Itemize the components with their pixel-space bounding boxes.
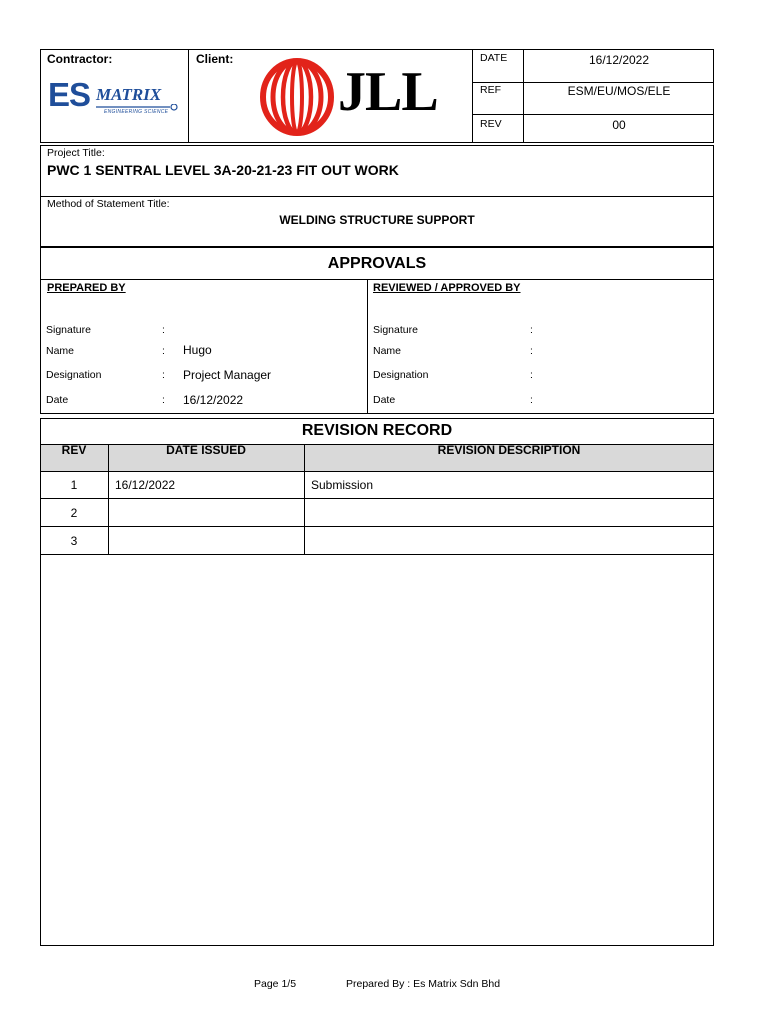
meta-row-divider-1 bbox=[472, 82, 714, 83]
meta-ref-label: REF bbox=[480, 84, 501, 96]
prepared-name-value: Hugo bbox=[183, 343, 212, 357]
header-divider-2 bbox=[472, 49, 473, 143]
prepared-signature-sep: : bbox=[162, 324, 165, 336]
footer-prepared-by: Prepared By : Es Matrix Sdn Bhd bbox=[346, 978, 501, 990]
revision-col-divider-1 bbox=[108, 444, 109, 554]
reviewed-signature-sep: : bbox=[530, 324, 533, 336]
meta-rev-value: 00 bbox=[612, 118, 626, 132]
prepared-date-value: 16/12/2022 bbox=[183, 393, 244, 407]
revision-col-divider-2 bbox=[304, 444, 305, 554]
prepared-designation-value: Project Manager bbox=[183, 368, 272, 382]
revision-row-3-line bbox=[40, 554, 714, 555]
reviewed-designation-label: Designation bbox=[373, 369, 429, 381]
footer-page-number: Page 1/5 bbox=[254, 978, 297, 990]
prepared-designation-sep: : bbox=[162, 369, 165, 381]
reviewed-signature-label: Signature bbox=[373, 324, 418, 336]
revision-header-bottom-line bbox=[40, 471, 714, 472]
prepared-date-sep: : bbox=[162, 394, 165, 406]
revision-row-1-line bbox=[40, 498, 714, 499]
prepared-name-sep: : bbox=[162, 345, 165, 357]
project-title: PWC 1 SENTRAL LEVEL 3A-20-21-23 FIT OUT WORK bbox=[47, 162, 399, 178]
prepared-signature-label: Signature bbox=[46, 324, 91, 336]
revision-row-3-rev: 3 bbox=[70, 534, 78, 548]
method-statement-label: Method of Statement Title: bbox=[47, 198, 170, 210]
method-statement-title: WELDING STRUCTURE SUPPORT bbox=[279, 213, 475, 227]
contractor-logo-matrix: MATRIX bbox=[96, 85, 162, 104]
prepared-name-label: Name bbox=[46, 345, 75, 357]
prepared-designation-label: Designation bbox=[46, 369, 102, 381]
client-label: Client: bbox=[196, 52, 234, 66]
client-logo bbox=[260, 58, 440, 136]
client-logo-text: JLL bbox=[338, 61, 438, 123]
contractor-logo-es: ES bbox=[48, 76, 91, 113]
revision-row-1-rev: 1 bbox=[70, 478, 78, 492]
meta-ref-value: ESM/EU/MOS/ELE bbox=[567, 84, 671, 98]
meta-rev-label: REV bbox=[480, 118, 502, 130]
reviewed-date-sep: : bbox=[530, 394, 533, 406]
meta-row-divider-2 bbox=[472, 114, 714, 115]
revision-row-2-rev: 2 bbox=[70, 506, 78, 520]
reviewed-name-sep: : bbox=[530, 345, 533, 357]
reviewed-date-label: Date bbox=[373, 394, 396, 406]
reviewed-name-label: Name bbox=[373, 345, 402, 357]
contractor-label: Contractor: bbox=[47, 52, 113, 66]
approvals-heading: APPROVALS bbox=[327, 255, 427, 272]
revision-row-2-line bbox=[40, 526, 714, 527]
meta-date-label: DATE bbox=[480, 52, 508, 64]
revision-row-1-description: Submission bbox=[311, 478, 374, 492]
prepared-date-label: Date bbox=[46, 394, 69, 406]
jll-mark-icon bbox=[260, 58, 334, 136]
contractor-logo bbox=[46, 76, 182, 122]
reviewed-by-heading: REVIEWED / APPROVED BY bbox=[373, 282, 521, 294]
prepared-by-heading: PREPARED BY bbox=[47, 282, 126, 294]
revision-record-heading: REVISION RECORD bbox=[301, 422, 453, 439]
approvals-column-divider bbox=[367, 279, 368, 414]
meta-date-value: 16/12/2022 bbox=[588, 53, 650, 67]
project-title-label: Project Title: bbox=[47, 147, 105, 159]
revision-col-date-issued: DATE ISSUED bbox=[166, 443, 246, 457]
contractor-logo-tagline: ENGINEERING SCIENCE bbox=[104, 109, 169, 115]
revision-row-1-date: 16/12/2022 bbox=[115, 478, 176, 492]
header-divider-1 bbox=[188, 49, 189, 143]
reviewed-designation-sep: : bbox=[530, 369, 533, 381]
approvals-heading-divider bbox=[40, 279, 714, 280]
revision-col-rev: REV bbox=[61, 443, 87, 457]
revision-col-description: REVISION DESCRIPTION bbox=[437, 443, 581, 457]
